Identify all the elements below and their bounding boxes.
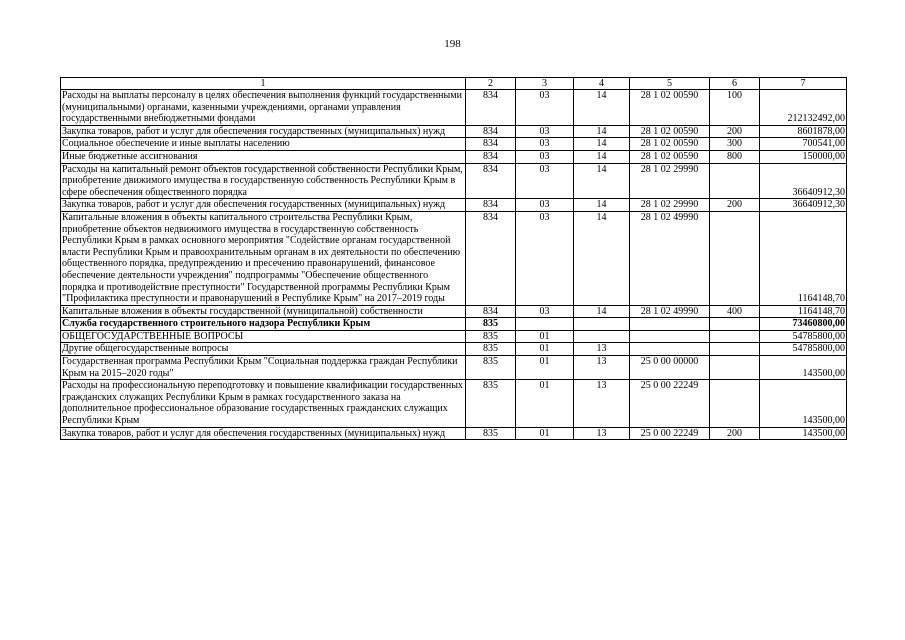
cell-name: Расходы на профессиональную переподготовку и повышение квалификации государственных гражданских служащих Республики Крым в рамках государственного заказа на дополнительное профессиональное образование государственных гражданских служащих Республики Крым [61,380,466,427]
table-row [61,211,847,305]
cell-target-article: 28 1 02 00590 [630,138,710,151]
cell-expense-type: 200 [710,125,760,138]
cell-section: 01 [516,343,574,356]
cell-section: 01 [516,330,574,343]
cell-section: 03 [516,125,574,138]
cell-expense-type: 800 [710,150,760,163]
cell-section: 03 [516,163,574,199]
table-row [61,356,847,380]
cell-subsection: 13 [574,427,630,440]
cell-expense-type: 200 [710,199,760,212]
cell-name: Расходы на выплаты персоналу в целях обеспечения выполнения функций государственными (муниципальными) органами, казенными учреждениями, органами управления государственными внебюджетными фондами [61,90,466,126]
cell-subsection: 14 [574,125,630,138]
table-row [61,305,847,318]
cell-ved: 835 [466,318,516,331]
cell-amount: 1164148,70 [760,211,847,305]
cell-ved: 834 [466,211,516,305]
cell-target-article: 28 1 02 49990 [630,305,710,318]
column-header: 3 [516,78,574,90]
cell-section: 01 [516,380,574,427]
cell-target-article: 25 0 00 00000 [630,356,710,380]
cell-expense-type: 400 [710,305,760,318]
cell-ved: 835 [466,330,516,343]
cell-expense-type [710,318,760,331]
cell-amount: 73460800,00 [760,318,847,331]
cell-amount: 700541,00 [760,138,847,151]
cell-target-article: 28 1 02 00590 [630,90,710,126]
table-row [61,125,847,138]
column-header: 2 [466,78,516,90]
cell-target-article: 28 1 02 00590 [630,150,710,163]
table-row [61,90,847,126]
column-header: 7 [760,78,847,90]
cell-ved: 834 [466,163,516,199]
cell-subsection [574,330,630,343]
budget-table [60,77,847,440]
cell-section: 03 [516,90,574,126]
cell-section: 03 [516,150,574,163]
cell-target-article: 28 1 02 49990 [630,211,710,305]
cell-ved: 834 [466,90,516,126]
cell-amount: 54785800,00 [760,343,847,356]
column-header: 6 [710,78,760,90]
cell-subsection: 14 [574,163,630,199]
cell-name: Другие общегосударственные вопросы [61,343,466,356]
cell-subsection: 14 [574,150,630,163]
table-row [61,427,847,440]
cell-expense-type [710,163,760,199]
cell-name: Закупка товаров, работ и услуг для обеспечения государственных (муниципальных) нужд [61,125,466,138]
cell-amount: 8601878,00 [760,125,847,138]
cell-name: Расходы на капитальный ремонт объектов государственной собственности Республики Крым, приобретение движимого имущества в государственную собственность Республики Крым в сфере обеспечения общественного порядка [61,163,466,199]
cell-amount: 143500,00 [760,356,847,380]
cell-name: Закупка товаров, работ и услуг для обеспечения государственных (муниципальных) нужд [61,199,466,212]
cell-subsection: 14 [574,138,630,151]
cell-amount: 1164148,70 [760,305,847,318]
cell-name: ОБЩЕГОСУДАРСТВЕННЫЕ ВОПРОСЫ [61,330,466,343]
cell-name: Закупка товаров, работ и услуг для обеспечения государственных (муниципальных) нужд [61,427,466,440]
cell-target-article: 28 1 02 29990 [630,199,710,212]
cell-section: 03 [516,305,574,318]
cell-ved: 834 [466,199,516,212]
cell-ved: 835 [466,356,516,380]
cell-target-article [630,330,710,343]
table-row [61,330,847,343]
cell-name: Иные бюджетные ассигнования [61,150,466,163]
cell-subsection: 14 [574,211,630,305]
cell-target-article [630,318,710,331]
cell-target-article: 28 1 02 29990 [630,163,710,199]
cell-subsection: 14 [574,90,630,126]
column-header: 4 [574,78,630,90]
cell-expense-type: 100 [710,90,760,126]
cell-ved: 834 [466,150,516,163]
cell-subsection: 13 [574,380,630,427]
cell-target-article: 28 1 02 00590 [630,125,710,138]
cell-name: Капитальные вложения в объекты государственной (муниципальной) собственности [61,305,466,318]
table-row [61,199,847,212]
table-row [61,318,847,331]
page-number: 198 [444,38,461,50]
cell-target-article: 25 0 00 22249 [630,380,710,427]
cell-name: Капитальные вложения в объекты капитального строительства Республики Крым, приобретение объектов недвижимого имущества в государственную собственность Республики Крым в рамках основного мероприятия "Содействие органам государственной власти Республики Крым и правоохранительным органам в их деятельности по обеспечению общественного порядка, предупреждению и пресечению правонарушений, финансовое обеспечение деятельности учреждения" подпрограммы "Обеспечение общественного порядка и противодействие преступности" Государственной программы Республики Крым "Профилактика преступности и правонарушений в Республике Крым" на 2017–2019 годы [61,211,466,305]
cell-amount: 54785800,00 [760,330,847,343]
table-row [61,150,847,163]
cell-section: 03 [516,199,574,212]
cell-section [516,318,574,331]
cell-expense-type: 200 [710,427,760,440]
cell-name: Социальное обеспечение и иные выплаты населению [61,138,466,151]
cell-expense-type [710,343,760,356]
cell-ved: 835 [466,380,516,427]
column-header: 1 [61,78,466,90]
table-row [61,343,847,356]
cell-ved: 835 [466,343,516,356]
cell-amount: 212132492,00 [760,90,847,126]
cell-amount: 36640912,30 [760,199,847,212]
cell-subsection: 14 [574,199,630,212]
cell-expense-type [710,211,760,305]
cell-subsection: 13 [574,343,630,356]
cell-amount: 36640912,30 [760,163,847,199]
cell-target-article: 25 0 00 22249 [630,427,710,440]
cell-subsection [574,318,630,331]
table-row [61,163,847,199]
cell-expense-type: 300 [710,138,760,151]
column-header: 5 [630,78,710,90]
cell-name: Государственная программа Республики Крым "Социальная поддержка граждан Республики Крым на 2015–2020 годы" [61,356,466,380]
cell-amount: 143500,00 [760,427,847,440]
cell-subsection: 13 [574,356,630,380]
cell-amount: 143500,00 [760,380,847,427]
table-row [61,380,847,427]
cell-ved: 834 [466,125,516,138]
cell-section: 01 [516,427,574,440]
cell-ved: 834 [466,138,516,151]
cell-section: 03 [516,211,574,305]
cell-subsection: 14 [574,305,630,318]
table-row [61,138,847,151]
table-header-row [61,78,847,90]
cell-name: Служба государственного строительного надзора Республики Крым [61,318,466,331]
cell-amount: 150000,00 [760,150,847,163]
cell-expense-type [710,330,760,343]
cell-section: 01 [516,356,574,380]
cell-ved: 835 [466,427,516,440]
cell-expense-type [710,356,760,380]
cell-section: 03 [516,138,574,151]
cell-ved: 834 [466,305,516,318]
cell-expense-type [710,380,760,427]
cell-target-article [630,343,710,356]
